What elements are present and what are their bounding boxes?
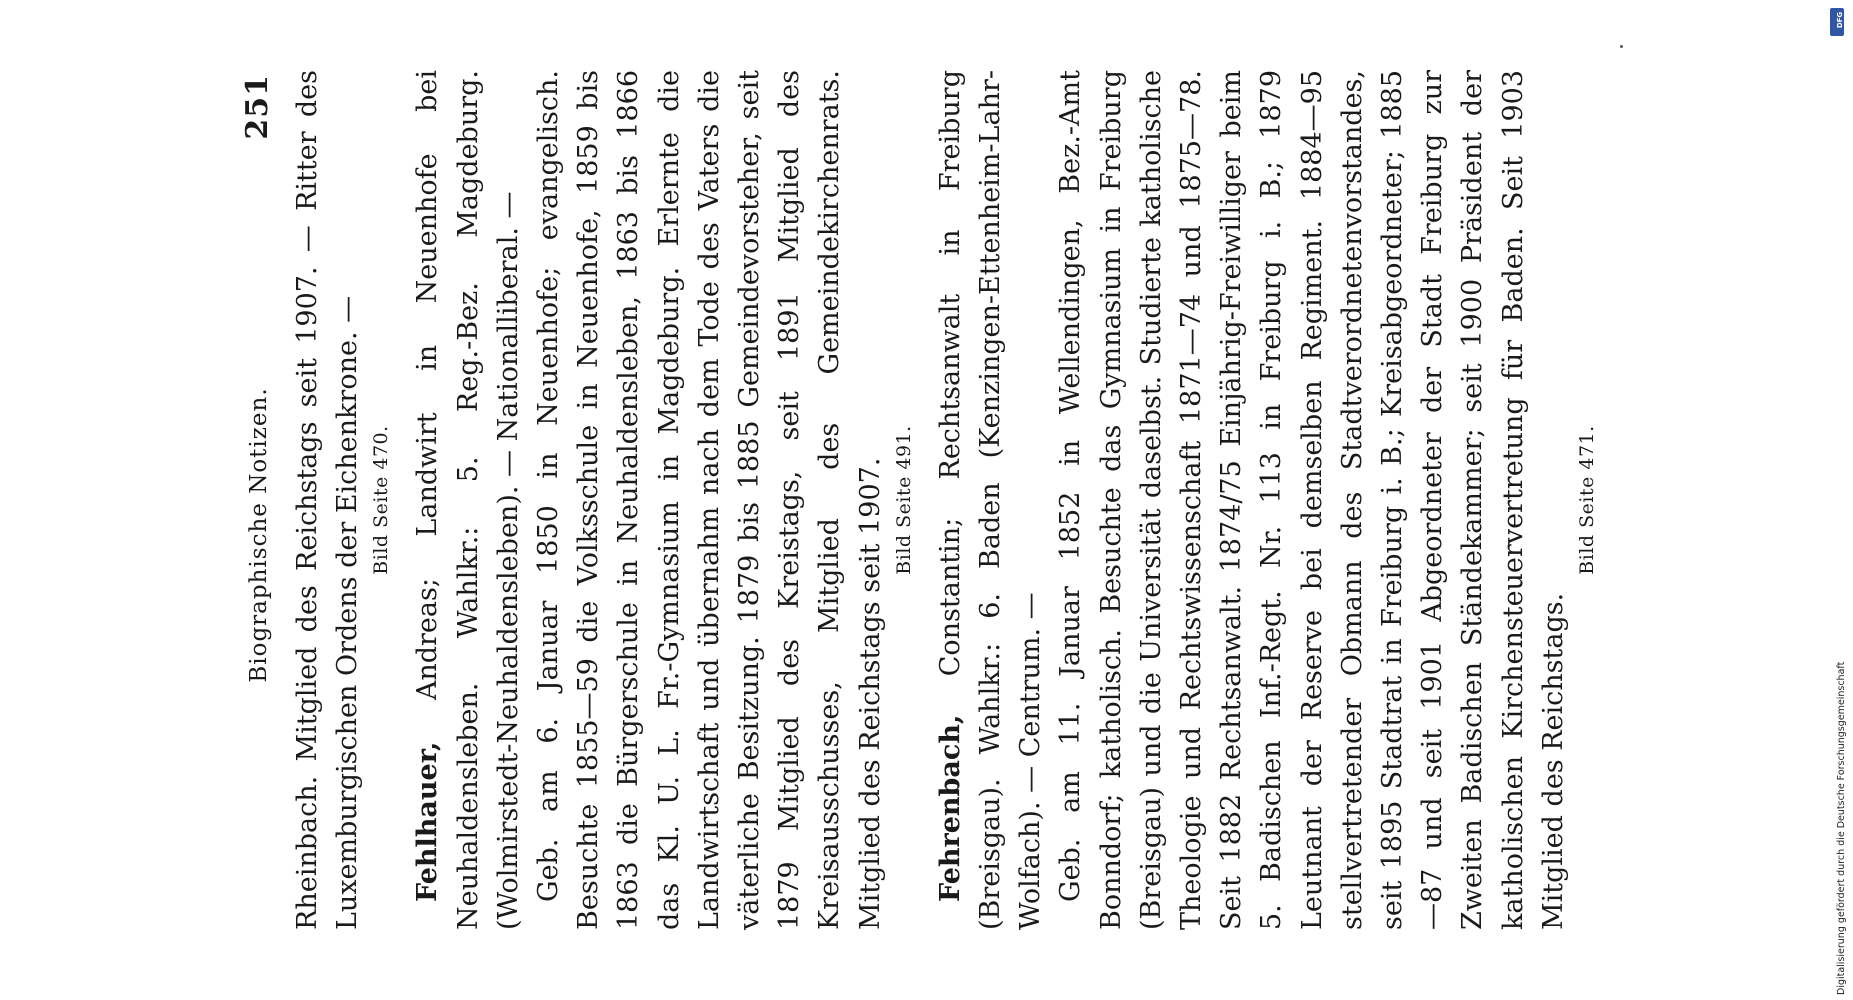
entry-intro bbox=[408, 70, 529, 930]
entry-biography: Geb. am 11. Januar 1852 in Wellendingen, Bez.-Amt Bonndorf; katholisch. Besuchte das Gymnasium in Freiburg (Breisgau) und die Universität daselbst. Studierte katholische Theologie und Rechtswissenschaft 1871—74 und 1875—78. Seit 1882 Rechtsanwalt. 1874/75 Einjährig-Freiwilliger beim 5. Badischen Inf.-Regt. Nr. 113 in Freiburg i. B.; 1879 Leutnant der Reserve bei demselben Regiment. 1884—95 stellvertretender Obmann des Stadtverordnetenvorstandes, seit 1895 Stadtrat in Freiburg i. B.; Kreisabgeordneter; 1885—87 und seit 1901 Abgeordneter der Stadt Freiburg zur Zweiten Badischen Ständekammer; seit 1900 Präsident der katholischen Kirchensteuervertretung für Baden. Seit 1903 Mitglied des Reichstags. bbox=[1055, 70, 1569, 930]
scan-speck bbox=[1620, 45, 1623, 48]
rotated-book-page bbox=[240, 70, 1640, 930]
image-reference: Bild Seite 491. bbox=[892, 425, 915, 575]
entry-intro bbox=[931, 70, 1052, 930]
entry-biography: Geb. am 6. Januar 1850 in Neuenhofe; evangelisch. Besuchte 1855—59 die Volksschule in Neuenhofe, 1859 bis 1863 die Bürgerschule in Neuhaldensleben, 1863 bis 1866 das Kl. U. L. Fr.-Gymnasium in Magdeburg. Erlernte die Landwirtschaft und übernahm nach dem Tode des Vaters die väterliche Besitzung. 1879 bis 1885 Gemeindevorsteher, seit 1879 Mitglied des Kreistags, seit 1891 Mitglied des Kreisausschusses, Mitglied des Gemeindekirchenrats. Mitglied des Reichstags seit 1907. bbox=[533, 70, 886, 930]
page-number: 251 bbox=[240, 74, 275, 140]
body-text bbox=[288, 70, 1600, 930]
running-title: Biographische Notizen. bbox=[246, 387, 272, 683]
entry-heading-text: Constantin; Rechtsanwalt in Freiburg (Breisgau). Wahlkr.: 6. Baden (Kenzingen-Ettenheim-Lahr-Wolfach). — Centrum. — bbox=[934, 70, 1047, 930]
biography-entry bbox=[931, 70, 1600, 930]
entry-heading-text: Andreas; Landwirt in Neuenhofe bei Neuhaldensleben. Wahlkr.: 5. Reg.-Bez. Magdeburg. (Wolmirstedt-Neuhaldensleben). — Nationalliberal. — bbox=[412, 70, 524, 930]
image-reference: Bild Seite 471. bbox=[1576, 425, 1599, 575]
page-header bbox=[240, 70, 288, 930]
image-reference: Bild Seite 470. bbox=[370, 425, 393, 575]
continuation-paragraph: Rheinbach. Mitglied des Reichstags seit 1907. — Ritter des Luxemburgischen Ordens der Eichenkrone. — bbox=[292, 70, 364, 930]
digitization-note: Digitalisierung gefördert durch die Deutsche Forschungsgemeinschaft bbox=[1836, 661, 1847, 995]
dfg-logo-icon: DFG bbox=[1830, 8, 1844, 36]
biography-entry bbox=[408, 70, 916, 930]
person-name: Fehlhauer, bbox=[412, 741, 444, 902]
person-name: Fehrenbach, bbox=[934, 714, 966, 902]
